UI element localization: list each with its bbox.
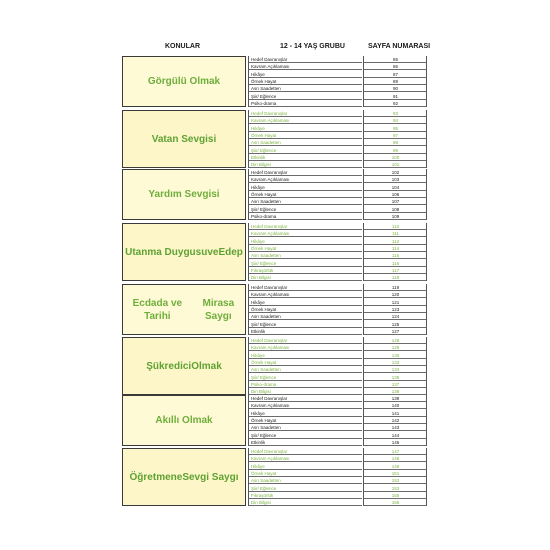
topic-section [122, 169, 427, 220]
column-divider [248, 284, 249, 335]
table-row [248, 132, 427, 139]
column-divider [248, 223, 249, 281]
row-page-number: 127 [364, 328, 427, 335]
table-row [248, 161, 427, 168]
table-row [248, 313, 427, 320]
row-page-number: 106 [364, 191, 427, 198]
row-activity: Kavram Açıklaması [248, 344, 362, 351]
row-page-number: 147 [364, 448, 427, 455]
row-page-number: 85 [364, 56, 427, 63]
row-page-number: 103 [364, 176, 427, 183]
column-divider [248, 337, 249, 395]
table-row [248, 410, 427, 417]
column-divider [363, 284, 364, 335]
row-page-number: 128 [364, 337, 427, 344]
row-page-number: 132 [364, 359, 427, 366]
row-page-number: 139 [364, 395, 427, 402]
row-page-number: 120 [364, 291, 427, 298]
row-page-number: 109 [364, 213, 427, 220]
table-row [248, 184, 427, 191]
column-divider [426, 169, 427, 220]
row-activity: Hedef Davranışlar [248, 448, 362, 455]
table-row [248, 344, 427, 351]
row-page-number: 110 [364, 223, 427, 230]
topic-title-line: Yardım Sevgisi [148, 189, 220, 201]
row-activity: Hedef Davranışlar [248, 169, 362, 176]
row-page-number: 93 [364, 110, 427, 117]
table-row [248, 100, 427, 107]
row-page-number: 89 [364, 78, 427, 85]
table-row [248, 139, 427, 146]
header-age-group: 12 - 14 YAŞ GRUBU [280, 43, 345, 50]
topic-section [122, 395, 427, 446]
row-activity: Kavram Açıklaması [248, 291, 362, 298]
row-page-number: 108 [364, 206, 427, 213]
row-activity: Şiir/ Eğlence [248, 374, 362, 381]
row-activity: Hikâye [248, 299, 362, 306]
row-activity: Şiir/ Eğlence [248, 147, 362, 154]
column-divider [363, 56, 364, 107]
row-activity: Asrı Saadetten [248, 477, 362, 484]
row-page-number: 91 [364, 93, 427, 100]
row-page-number: 100 [364, 154, 427, 161]
row-activity: Fıkraşörlük [248, 492, 362, 499]
row-activity: Hedef Davranışlar [248, 56, 362, 63]
table-row [248, 492, 427, 499]
table-row [248, 63, 427, 70]
row-activity: Örnek Hayat [248, 417, 362, 424]
topic-title [122, 337, 246, 395]
column-divider [426, 395, 427, 446]
row-page-number: 148 [364, 455, 427, 462]
table-row [248, 147, 427, 154]
column-divider [248, 395, 249, 446]
row-activity: Asrı Saadetten [248, 366, 362, 373]
row-page-number: 121 [364, 299, 427, 306]
topic-title [122, 395, 246, 446]
row-activity: Hedef Davranışlar [248, 110, 362, 117]
row-activity: Kavram Açıklaması [248, 176, 362, 183]
row-activity: Hedef Davranışlar [248, 284, 362, 291]
header-page-number: SAYFA NUMARASI [368, 43, 431, 50]
table-row [248, 230, 427, 237]
row-activity: Asrı Saadetten [248, 313, 362, 320]
topic-title-line: Edep [218, 246, 243, 258]
table-row [248, 191, 427, 198]
row-page-number: 99 [364, 147, 427, 154]
topic-rows [248, 337, 427, 395]
row-page-number: 149 [364, 463, 427, 470]
header-konular: KONULAR [165, 43, 200, 50]
table-row [248, 328, 427, 335]
row-page-number: 107 [364, 198, 427, 205]
row-activity: Hikâye [248, 125, 362, 132]
row-page-number: 92 [364, 100, 427, 107]
row-activity: Örnek Hayat [248, 470, 362, 477]
row-page-number: 146 [364, 439, 427, 446]
table-row [248, 463, 427, 470]
row-activity: Örnek Hayat [248, 359, 362, 366]
topic-title [122, 56, 246, 107]
row-page-number: 86 [364, 63, 427, 70]
table-row [248, 424, 427, 431]
table-row [248, 417, 427, 424]
topic-title-line: Utanma Duygusu [125, 246, 208, 258]
row-page-number: 156 [364, 499, 427, 506]
table-row [248, 291, 427, 298]
table-row [248, 366, 427, 373]
table-row [248, 306, 427, 313]
row-page-number: 111 [364, 230, 427, 237]
column-divider [426, 284, 427, 335]
row-page-number: 112 [364, 238, 427, 245]
row-page-number: 140 [364, 402, 427, 409]
topic-rows [248, 56, 427, 107]
row-activity: Hikâye [248, 352, 362, 359]
row-activity: Hedef Davranışlar [248, 395, 362, 402]
row-activity: Asrı Saadetten [248, 424, 362, 431]
row-page-number: 151 [364, 470, 427, 477]
row-activity: Hedef Davranışlar [248, 223, 362, 230]
row-activity: Şiir/ Eğlence [248, 93, 362, 100]
column-divider [426, 56, 427, 107]
row-activity: Hikâye [248, 184, 362, 191]
row-activity: Şiir/ Eğlence [248, 260, 362, 267]
row-page-number: 138 [364, 388, 427, 395]
table-row [248, 470, 427, 477]
topic-title-line: Olmak [191, 360, 222, 372]
table-row [248, 213, 427, 220]
row-activity: Örnek Hayat [248, 132, 362, 139]
table-row [248, 154, 427, 161]
topic-rows [248, 223, 427, 281]
table-row [248, 110, 427, 117]
table-row [248, 299, 427, 306]
topic-section [122, 110, 427, 168]
column-divider [363, 223, 364, 281]
column-divider [248, 56, 249, 107]
table-row [248, 78, 427, 85]
row-page-number: 94 [364, 117, 427, 124]
column-divider [363, 110, 364, 168]
column-divider [248, 169, 249, 220]
topic-title-line: Mirasa Saygı [202, 297, 235, 322]
row-activity: Asrı Saadetten [248, 252, 362, 259]
row-page-number: 114 [364, 245, 427, 252]
table-row [248, 352, 427, 359]
row-page-number: 125 [364, 321, 427, 328]
row-activity: Şiir/ Eğlence [248, 485, 362, 492]
table-row [248, 448, 427, 455]
topic-title [122, 223, 246, 281]
row-page-number: 101 [364, 161, 427, 168]
row-page-number: 116 [364, 260, 427, 267]
column-divider [363, 337, 364, 395]
topic-title-line: Görgülü Olmak [147, 76, 221, 88]
row-activity: Şiir/ Eğlence [248, 206, 362, 213]
row-activity: Hikâye [248, 410, 362, 417]
topic-title [122, 110, 246, 168]
table-row [248, 432, 427, 439]
table-row [248, 93, 427, 100]
column-divider [363, 395, 364, 446]
column-divider [363, 169, 364, 220]
table-row [248, 321, 427, 328]
column-divider [248, 110, 249, 168]
table-row [248, 85, 427, 92]
row-activity: Hikâye [248, 238, 362, 245]
row-activity: Asrı Saadetten [248, 85, 362, 92]
row-page-number: 87 [364, 71, 427, 78]
table-row [248, 274, 427, 281]
row-page-number: 142 [364, 417, 427, 424]
row-page-number: 135 [364, 374, 427, 381]
row-activity: Kavram Açıklaması [248, 117, 362, 124]
row-activity: Fıkraşörlük [248, 267, 362, 274]
row-activity: Etkinlik [248, 328, 362, 335]
table-row [248, 267, 427, 274]
row-page-number: 137 [364, 381, 427, 388]
topic-section [122, 448, 427, 506]
row-activity: Psiko-drama [248, 381, 362, 388]
row-activity: Hikâye [248, 71, 362, 78]
row-page-number: 134 [364, 366, 427, 373]
row-activity: Kavram Açıklaması [248, 402, 362, 409]
row-page-number: 97 [364, 132, 427, 139]
column-divider [426, 110, 427, 168]
table-row [248, 499, 427, 506]
row-page-number: 123 [364, 306, 427, 313]
row-page-number: 98 [364, 139, 427, 146]
table-row [248, 477, 427, 484]
table-row [248, 245, 427, 252]
row-activity: Din Bilgisi [248, 161, 362, 168]
table-row [248, 455, 427, 462]
table-row [248, 439, 427, 446]
row-page-number: 124 [364, 313, 427, 320]
row-activity: Din Bilgisi [248, 274, 362, 281]
row-page-number: 102 [364, 169, 427, 176]
topic-title [122, 169, 246, 220]
table-row [248, 485, 427, 492]
topic-title-line: Sevgi Saygı [182, 471, 239, 483]
topic-title-line: Ecdada ve Tarihi [132, 297, 183, 322]
row-page-number: 118 [364, 274, 427, 281]
row-activity: Kavram Açıklaması [248, 230, 362, 237]
topic-rows [248, 395, 427, 446]
row-activity: Şiir/ Eğlence [248, 432, 362, 439]
row-activity: Etkinlik [248, 439, 362, 446]
row-activity: Örnek Hayat [248, 306, 362, 313]
column-divider [248, 448, 249, 506]
column-divider [426, 337, 427, 395]
topic-rows [248, 284, 427, 335]
table-row [248, 169, 427, 176]
table-row [248, 374, 427, 381]
row-page-number: 141 [364, 410, 427, 417]
topic-section [122, 223, 427, 281]
row-activity: Örnek Hayat [248, 191, 362, 198]
row-activity: Asrı Saadetten [248, 139, 362, 146]
topic-rows [248, 169, 427, 220]
row-page-number: 153 [364, 485, 427, 492]
table-row [248, 359, 427, 366]
topic-section [122, 284, 427, 335]
table-row [248, 238, 427, 245]
table-row [248, 381, 427, 388]
row-activity: Kavram Açıklaması [248, 455, 362, 462]
row-page-number: 117 [364, 267, 427, 274]
table-row [248, 402, 427, 409]
row-activity: Örnek Hayat [248, 245, 362, 252]
table-row [248, 125, 427, 132]
topic-section [122, 56, 427, 107]
row-activity: Din Bilgisi [248, 499, 362, 506]
row-activity: Hedef Davranışlar [248, 337, 362, 344]
row-activity: Psiko-drama [248, 100, 362, 107]
table-row [248, 117, 427, 124]
row-page-number: 115 [364, 252, 427, 259]
row-page-number: 90 [364, 85, 427, 92]
topic-rows [248, 110, 427, 168]
topic-title [122, 284, 246, 335]
row-page-number: 130 [364, 352, 427, 359]
row-activity: Psiko-drama [248, 213, 362, 220]
table-row [248, 337, 427, 344]
topic-rows [248, 448, 427, 506]
row-activity: Kavram Açıklaması [248, 63, 362, 70]
table-row [248, 260, 427, 267]
column-divider [426, 448, 427, 506]
table-row [248, 284, 427, 291]
topic-title-line: Akıllı Olmak [155, 415, 213, 427]
table-row [248, 223, 427, 230]
table-row [248, 206, 427, 213]
row-activity: Şiir/ Eğlence [248, 321, 362, 328]
row-page-number: 155 [364, 492, 427, 499]
row-activity: Hikâye [248, 463, 362, 470]
row-activity: Din Bilgisi [248, 388, 362, 395]
topic-title-line: Şükredici [146, 360, 192, 372]
row-activity: Asrı Saadetten [248, 198, 362, 205]
row-page-number: 129 [364, 344, 427, 351]
topic-section [122, 337, 427, 395]
topic-title-line: Vatan Sevgisi [151, 133, 217, 145]
row-page-number: 152 [364, 477, 427, 484]
row-page-number: 143 [364, 424, 427, 431]
row-page-number: 95 [364, 125, 427, 132]
topic-title-line: Öğretmene [129, 471, 183, 483]
table-row [248, 252, 427, 259]
row-activity: Etkinlik [248, 154, 362, 161]
table-row [248, 395, 427, 402]
topic-title [122, 448, 246, 506]
table-row [248, 56, 427, 63]
table-row [248, 71, 427, 78]
table-row [248, 198, 427, 205]
topic-title-line: ve [207, 246, 219, 258]
column-divider [363, 448, 364, 506]
row-page-number: 104 [364, 184, 427, 191]
row-page-number: 144 [364, 432, 427, 439]
row-page-number: 119 [364, 284, 427, 291]
column-divider [426, 223, 427, 281]
table-row [248, 176, 427, 183]
row-activity: Örnek Hayat [248, 78, 362, 85]
